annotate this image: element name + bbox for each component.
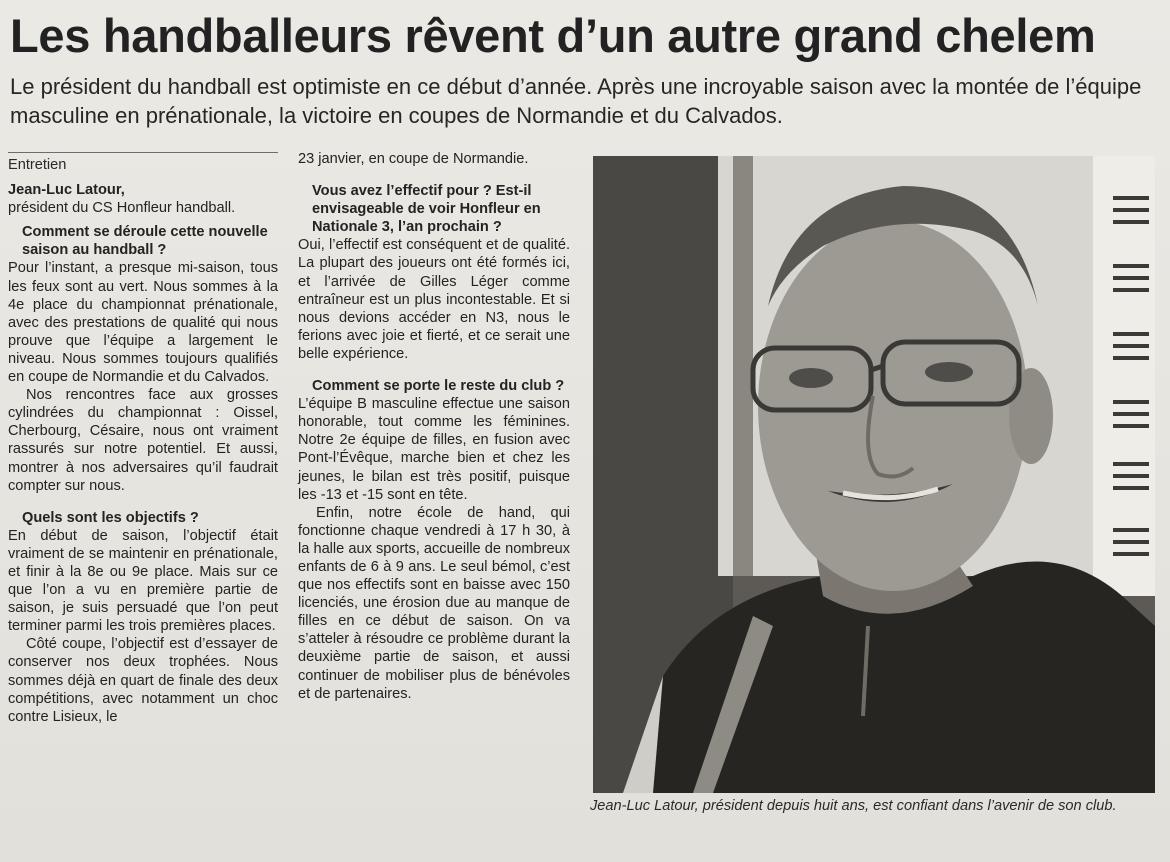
column-2-body bbox=[298, 150, 570, 703]
column-1 bbox=[8, 152, 278, 726]
interview-answer: Pour l’instant, a presque mi-saison, tous les feux sont au vert. Nous sommes à la 4e place du championnat prénationale, avec des prestations de qualité qui nous prouve que l’équipe a largement le niveau. Nous sommes toujours qualifiés en coupe de Normandie et du Calvados. bbox=[8, 260, 278, 386]
interview-question: Vous avez l’effectif pour ? Est-il envisageable de voir Honfleur en Nationale 3, l’an prochain ? bbox=[312, 183, 541, 236]
author-name: Jean-Luc Latour, bbox=[8, 182, 125, 199]
interview-question: Comment se déroule cette nouvelle saison au handball ? bbox=[22, 224, 268, 259]
column-2 bbox=[298, 150, 570, 703]
photo-caption: Jean-Luc Latour, président depuis huit ans, est confiant dans l’avenir de son club. bbox=[590, 798, 1117, 814]
rubric-rule bbox=[8, 152, 278, 153]
interview-answer: Nos rencontres face aux grosses cylindrées du championnat : Oissel, Cherbourg, Césaire, nous ont vraiment rassurés sur notre potentiel. Et aussi, montrer à nos adversaires qu’il faudrait compter sur nous. bbox=[8, 387, 278, 494]
interview-answer: L’équipe B masculine effectue une saison honorable, tout comme les féminines. Notre 2e équipe de filles, en fusion avec Pont-l’Évêque, marche bien et chez les jeunes, le bilan est très positif, puisque les -13 et -15 sont en tête. bbox=[298, 396, 570, 503]
interview-answer: Côté coupe, l’objectif est d’essayer de conserver nos deux trophées. Nous sommes déjà en quart de finale des deux compétitions, avec notamment un choc contre Lisieux, le bbox=[8, 636, 278, 725]
portrait-photo bbox=[593, 156, 1155, 793]
interview-answer: Oui, l’effectif est conséquent et de qualité. La plupart des joueurs ont été formés ici, et l’arrivée de Gilles Léger comme entraîneur est un plus incontestable. Et si nous devions accéder en N3, nous le ferions avec joie et fierté, et ce serait une belle expérience. bbox=[298, 237, 570, 362]
rubric-label: Entretien bbox=[8, 157, 67, 173]
headline: Les handballeurs rêvent d’un autre grand chelem bbox=[10, 9, 1096, 62]
author-title: président du CS Honfleur handball. bbox=[8, 200, 236, 217]
interview-answer: En début de saison, l’objectif était vraiment de se maintenir en prénationale, et finir à la 8e ou 9e place. Mais sur ce que l’on a vu en première partie de saison, je suis persuadé que l’on peut terminer parmi les trois premières places. bbox=[8, 527, 278, 635]
portrait-photo-icon bbox=[593, 156, 1155, 793]
interview-question: Quels sont les objectifs ? bbox=[22, 509, 199, 526]
interview-question: Comment se porte le reste du club ? bbox=[312, 378, 565, 395]
column-1-body bbox=[8, 223, 278, 726]
interview-answer: 23 janvier, en coupe de Normandie. bbox=[298, 151, 529, 167]
interview-answer: Enfin, notre école de hand, qui fonctionne chaque vendredi à 17 h 30, à la halle aux sports, accueille de nombreux enfants de 6 à 9 ans. Le seul bémol, c’est que nos effectifs sont en baisse avec 150 licenciés, une érosion due au manque de filles en ce début de saison. On va s’atteler à résoudre ce problème durant la deuxième partie de saison, et aussi continuer de mobiliser plus de bénévoles et de partenaires. bbox=[298, 504, 570, 702]
chapeau-lead: Le président du handball est optimiste en ce début d’année. Après une incroyable saison avec la montée de l’équipe masculine en prénationale, la victoire en coupes de Normandie et du Calvados. bbox=[10, 74, 1142, 128]
